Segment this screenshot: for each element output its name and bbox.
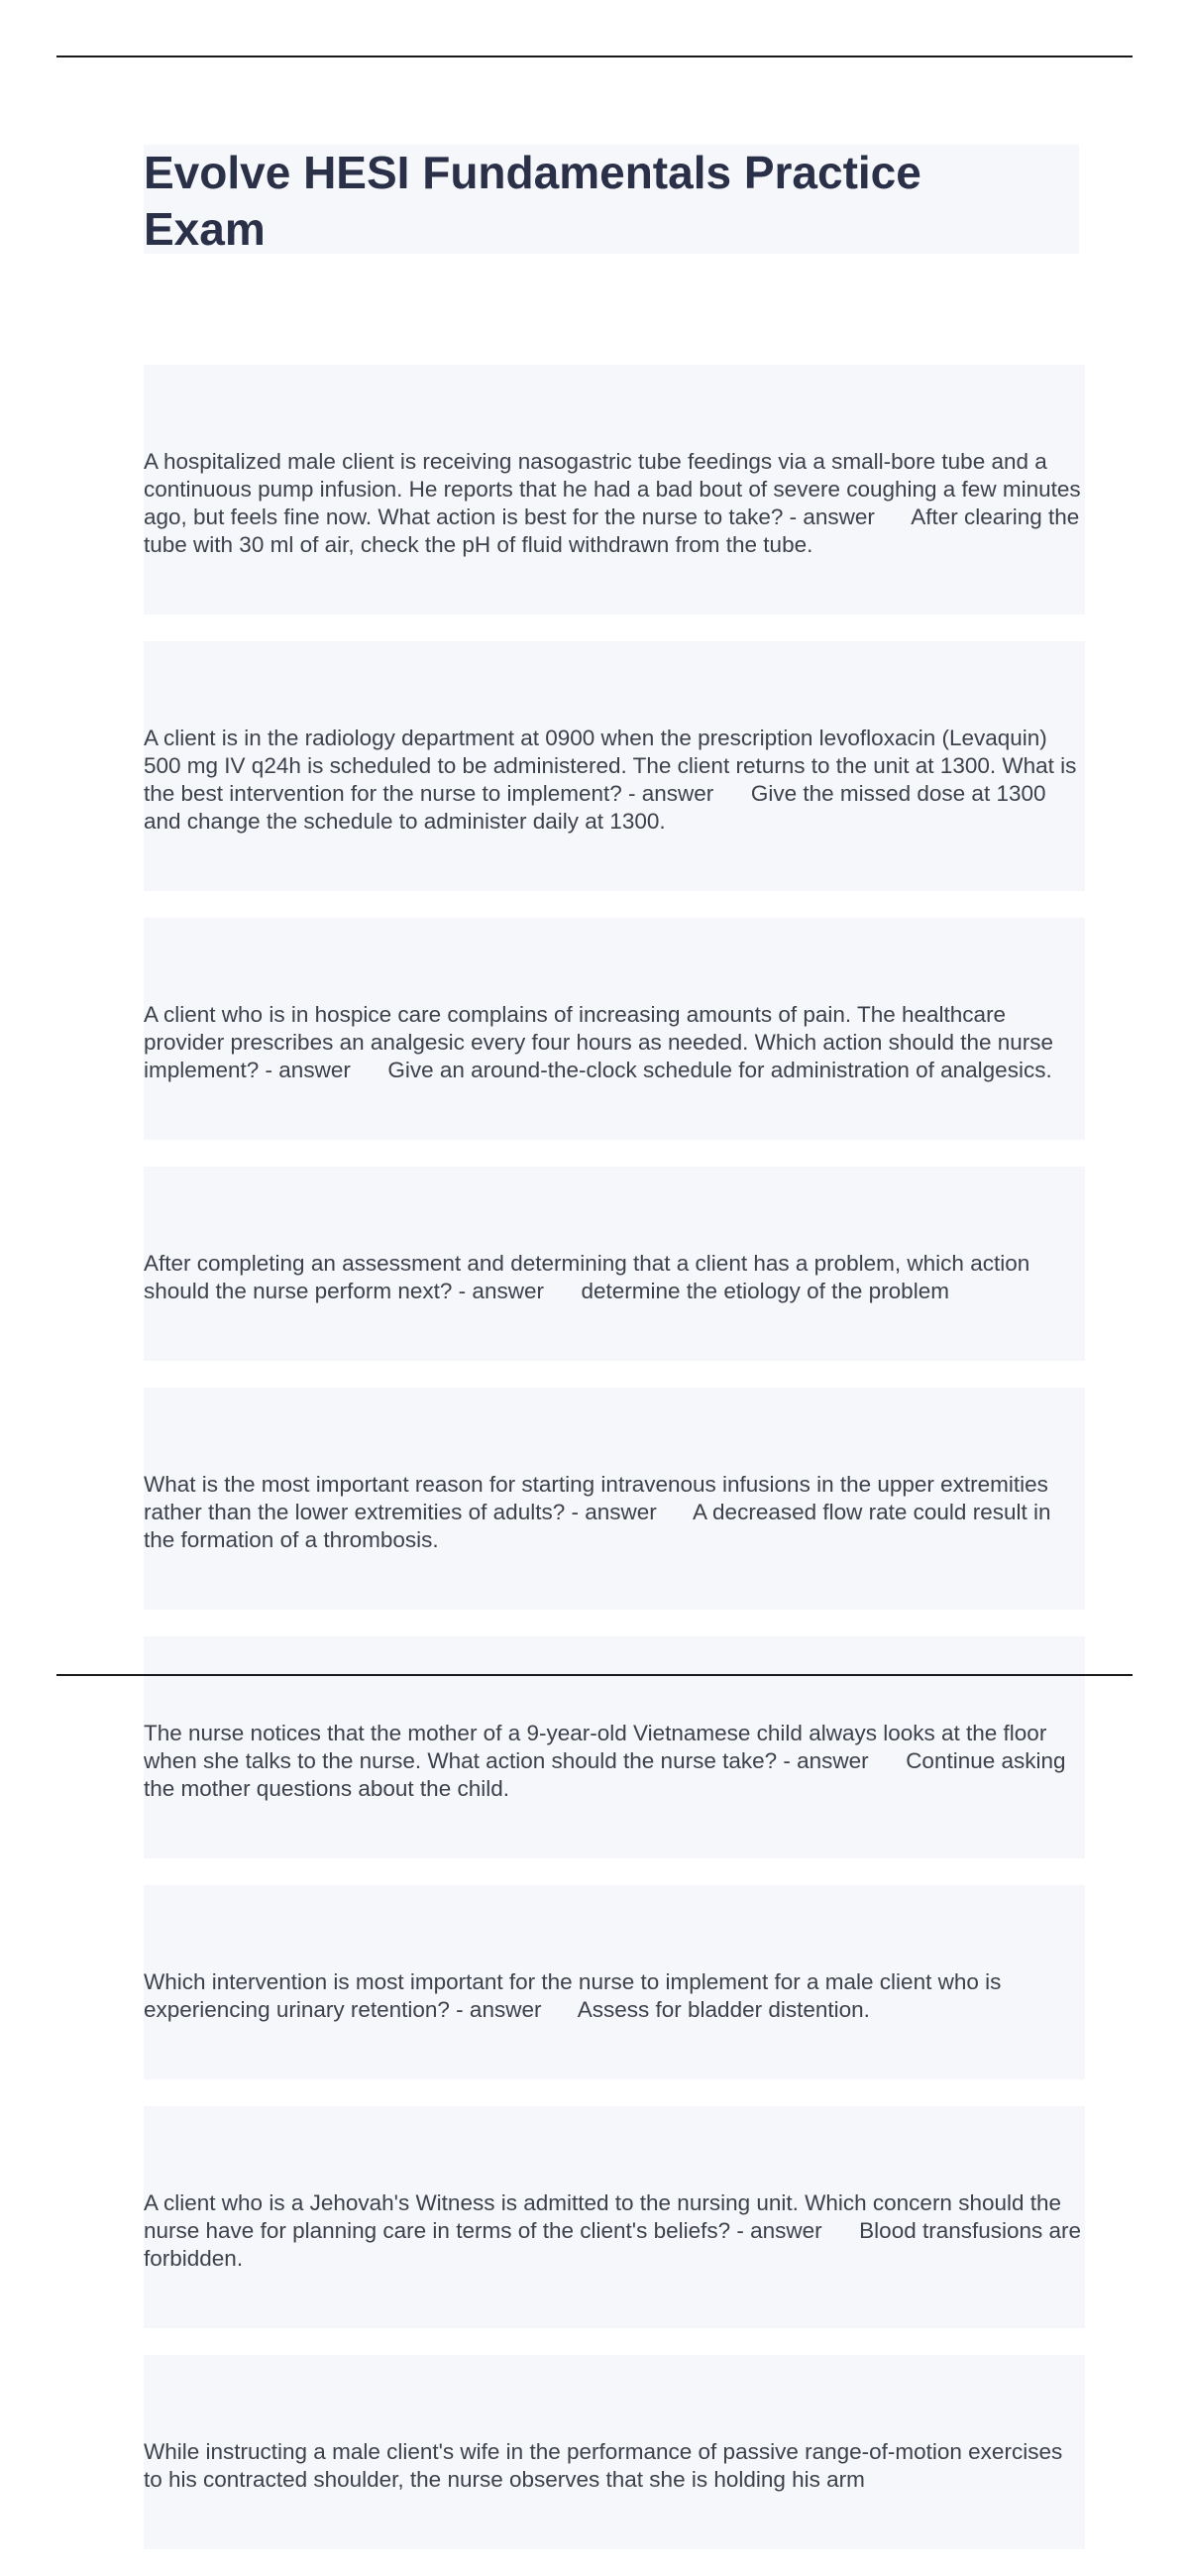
qa-list — [144, 365, 1088, 2576]
question-text: After completing an assessment and determining that a client has a problem, which action should the nurse perform next? - answer — [144, 1251, 1036, 1303]
question-text: What is the most important reason for starting intravenous infusions in the upper extremities rather than the lower extremities of adults? - answer — [144, 1472, 1055, 1524]
answer-text: Blood transfusions are forbidden. — [144, 2218, 1088, 2271]
qa-item-5 — [144, 1388, 1085, 1610]
answer-text: After clearing the tube with 30 ml of air, check the pH of fluid withdrawn from the tube. — [144, 504, 1086, 557]
footer-rule — [56, 1674, 1133, 1676]
answer-text: determine the etiology of the problem — [581, 1279, 949, 1303]
page-title: Evolve HESI Fundamentals Practice Exam — [144, 147, 921, 255]
question-text: While instructing a male client's wife in the performance of passive range-of-motion exercises to his contracted shoulder, the nurse observes that she is holding his arm — [144, 2439, 1069, 2492]
question-text: Which intervention is most important for the nurse to implement for a male client who is experiencing urinary retention? - answer — [144, 1969, 1008, 2022]
qa-item-4 — [144, 1167, 1085, 1361]
qa-item-8 — [144, 2106, 1088, 2328]
qa-item-3 — [144, 918, 1085, 1140]
answer-text: A decreased flow rate could result in the formation of a thrombosis. — [144, 1500, 1057, 1552]
qa-item-7 — [144, 1885, 1085, 2079]
qa-item-9 — [144, 2355, 1085, 2549]
header-rule — [56, 56, 1133, 57]
qa-item-2 — [144, 641, 1085, 891]
qa-item-1 — [144, 365, 1085, 615]
answer-text: Assess for bladder distention. — [577, 1997, 870, 2022]
question-text: A client who is in hospice care complains of increasing amounts of pain. The healthcare provider prescribes an analgesic every four hours as needed. Which action should the nurse implement? - answer — [144, 1002, 1060, 1082]
question-text: A client is in the radiology department at 0900 when the prescription levofloxacin (Levaquin) 500 mg IV q24h is scheduled to be administered. The client returns to the unit at 1300. What is the best intervention for the nurse to implement? - answer — [144, 726, 1083, 806]
question-text: A hospitalized male client is receiving nasogastric tube feedings via a small-bore tube and a continuous pump infusion. He reports that he had a bad bout of severe coughing a few minutes ago, but feels fine now. What action is best for the nurse to take? - answer — [144, 449, 1087, 529]
answer-text: Continue asking the mother questions about the child. — [144, 1748, 1072, 1801]
qa-item-6 — [144, 1636, 1085, 1858]
question-text: The nurse notices that the mother of a 9-year-old Vietnamese child always looks at the floor when she talks to the nurse. What action should the nurse take? - answer — [144, 1721, 1053, 1773]
question-text: A client who is a Jehovah's Witness is admitted to the nursing unit. Which concern should the nurse have for planning care in terms of the client's beliefs? - answer — [144, 2190, 1068, 2243]
answer-text: Give an around-the-clock schedule for administration of analgesics. — [387, 1058, 1052, 1082]
answer-text: Give the missed dose at 1300 and change the schedule to administer daily at 1300. — [144, 781, 1052, 834]
